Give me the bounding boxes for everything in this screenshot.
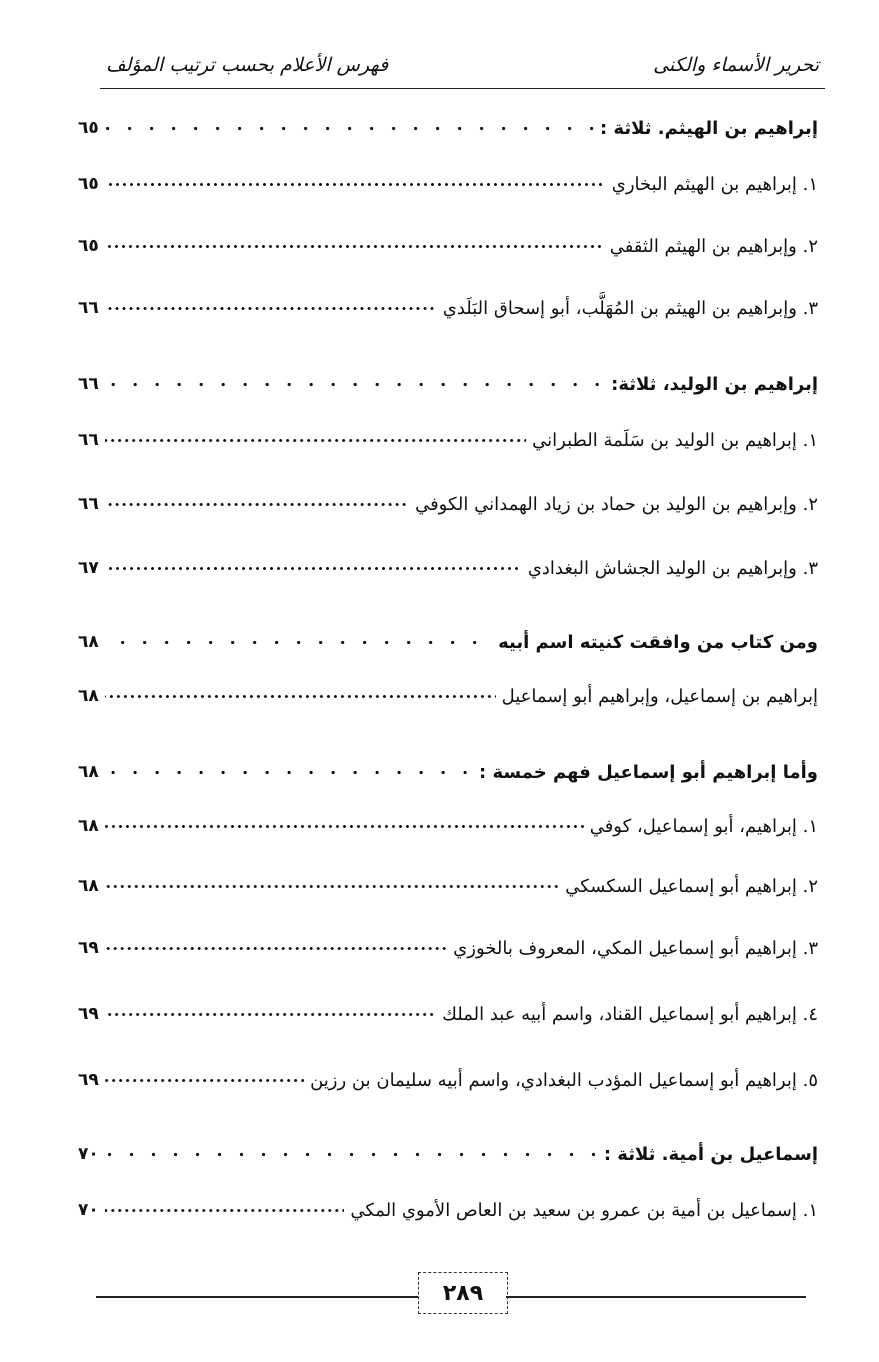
index-entry: [78, 930, 818, 966]
entry-text: ٣. إبراهيم أبو إسماعيل المكي، المعروف بالخوزي: [453, 937, 818, 959]
dot-leader: [105, 1148, 598, 1160]
dot-leader: [105, 378, 605, 390]
entry-page-number: ٦٧: [78, 558, 99, 578]
dot-leader: [105, 1008, 436, 1020]
dot-leader: [105, 1204, 345, 1216]
entry-text: ومن كتاب من وافقت كنيته اسم أبيه: [498, 631, 818, 653]
entry-text: ١. إبراهيم بن الهيثم البخاري: [611, 173, 818, 195]
entry-text: ١. إسماعيل بن أمية بن عمرو بن سعيد بن العاص الأموي المكي: [350, 1199, 818, 1221]
index-entry: [78, 1062, 818, 1098]
dot-leader: [105, 434, 526, 446]
index-entry: [78, 422, 818, 458]
entry-page-number: ٦٨: [78, 632, 99, 652]
entry-page-number: ٦٨: [78, 816, 99, 836]
entry-page-number: ٦٥: [78, 118, 99, 138]
running-header: [100, 48, 825, 89]
dot-leader: [105, 690, 496, 702]
entry-page-number: ٦٦: [78, 430, 99, 450]
entry-text: ١. إبراهيم بن الوليد بن سَلَمة الطبراني: [532, 429, 818, 451]
entry-text: ١. إبراهيم، أبو إسماعيل، كوفي: [589, 815, 818, 837]
dot-leader: [105, 562, 522, 574]
entry-page-number: ٦٥: [78, 174, 99, 194]
dot-leader: [105, 820, 584, 832]
entry-page-number: ٦٩: [78, 1004, 99, 1024]
entry-page-number: ٦٨: [78, 686, 99, 706]
index-entry: [78, 550, 818, 586]
footer-rule-right: [506, 1296, 806, 1298]
entry-text: ٥. إبراهيم أبو إسماعيل المؤدب البغدادي، واسم أبيه سليمان بن رزين: [310, 1069, 818, 1091]
entry-text: ٤. إبراهيم أبو إسماعيل القناد، واسم أبيه عبد الملك: [442, 1003, 818, 1025]
index-heading: [78, 1136, 818, 1172]
entry-text: إبراهيم بن الهيثم. ثلاثة :: [599, 117, 818, 139]
index-entry: [78, 678, 818, 714]
dot-leader: [105, 178, 606, 190]
entry-page-number: ٦٩: [78, 938, 99, 958]
entry-text: ٣. وإبراهيم بن الوليد الجشاش البغدادي: [527, 557, 818, 579]
index-entry: [78, 868, 818, 904]
entry-page-number: ٦٦: [78, 374, 99, 394]
index-entry: [78, 486, 818, 522]
page-number: ٢٨٩: [418, 1272, 508, 1314]
header-section-title: فهرس الأعلام بحسب ترتيب المؤلف: [100, 54, 394, 76]
index-entry: [78, 228, 818, 264]
entry-page-number: ٧٠: [78, 1144, 99, 1164]
header-book-title: تحرير الأسماء والكنى: [647, 54, 825, 76]
dot-leader: [105, 122, 594, 134]
entry-text: إبراهيم بن الوليد، ثلاثة:: [611, 373, 818, 395]
entry-text: إسماعيل بن أمية. ثلاثة :: [603, 1143, 818, 1165]
index-entry: [78, 808, 818, 844]
entry-text: ٢. وإبراهيم بن الوليد بن حماد بن زياد الهمداني الكوفي: [415, 493, 818, 515]
dot-leader: [105, 498, 409, 510]
entry-page-number: ٦٥: [78, 236, 99, 256]
entry-page-number: ٦٩: [78, 1070, 99, 1090]
dot-leader: [105, 302, 437, 314]
entry-text: ٢. وإبراهيم بن الهيثم الثقفي: [609, 235, 818, 257]
dot-leader: [105, 636, 492, 648]
index-entry: [78, 996, 818, 1032]
index-heading: [78, 624, 818, 660]
dot-leader: [105, 240, 604, 252]
entry-page-number: ٦٦: [78, 298, 99, 318]
entry-page-number: ٦٨: [78, 762, 99, 782]
dot-leader: [105, 1074, 304, 1086]
entry-text: إبراهيم بن إسماعيل، وإبراهيم أبو إسماعيل: [501, 685, 818, 707]
index-entry: [78, 166, 818, 202]
entry-page-number: ٦٦: [78, 494, 99, 514]
index-entry: [78, 290, 818, 326]
entry-text: وأما إبراهيم أبو إسماعيل فهم خمسة :: [479, 761, 818, 783]
entry-page-number: ٦٨: [78, 876, 99, 896]
index-heading: [78, 366, 818, 402]
index-heading: [78, 110, 818, 146]
footer-rule-left: [96, 1296, 418, 1298]
entry-text: ٣. وإبراهيم بن الهيثم بن المُهَلَّب، أبو إسحاق البَلَدي: [442, 297, 818, 319]
entry-text: ٢. إبراهيم أبو إسماعيل السكسكي: [565, 875, 818, 897]
index-heading: [78, 754, 818, 790]
entry-page-number: ٧٠: [78, 1200, 99, 1220]
dot-leader: [105, 880, 560, 892]
index-entry: [78, 1192, 818, 1228]
dot-leader: [105, 766, 473, 778]
dot-leader: [105, 942, 447, 954]
